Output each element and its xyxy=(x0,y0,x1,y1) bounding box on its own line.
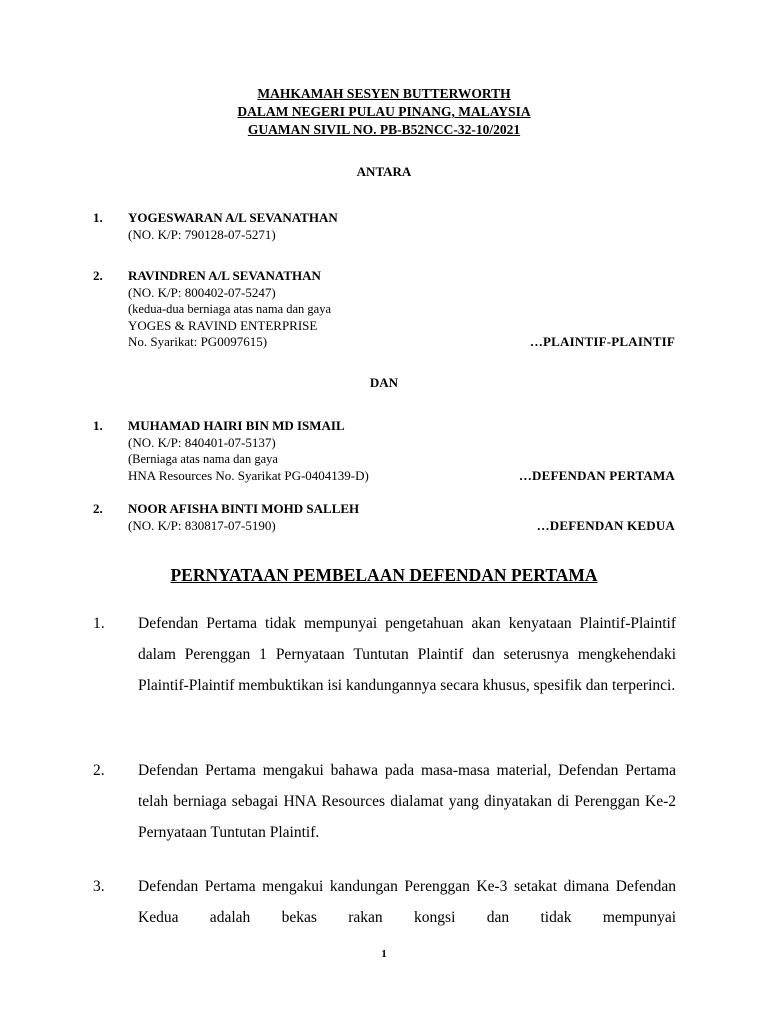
party-trade-note: (kedua-dua berniaga atas nama dan gaya xyxy=(128,302,332,316)
party-ic: (NO. K/P: 830817-07-5190) xyxy=(128,517,276,533)
court-state: DALAM NEGERI PULAU PINANG, MALAYSIA xyxy=(237,104,531,119)
defendant-2 xyxy=(93,501,683,534)
party-trade-note: (Berniaga atas nama dan gaya xyxy=(128,452,278,466)
party-name: NOOR AFISHA BINTI MOHD SALLEH xyxy=(128,501,360,516)
paragraph-number: 1. xyxy=(93,615,105,632)
party-business: HNA Resources No. Syarikat PG-0404139-D) xyxy=(128,467,369,483)
antara-label: ANTARA xyxy=(356,164,412,179)
party-ic: (NO. K/P: 790128-07-5271) xyxy=(128,226,276,242)
party-number: 2. xyxy=(93,501,103,516)
paragraph-text: Defendan Pertama mengakui bahawa pada masa-masa material, Defendan Pertama telah berniaga sebagai HNA Resources dialamat yang dinyatakan di Perenggan Ke-2 Pernyataan Tuntutan Plaintif. xyxy=(138,762,676,841)
party-role: …DEFENDAN KEDUA xyxy=(536,517,675,533)
paragraph-text: Defendan Pertama mengakui kandungan Perenggan Ke-3 setakat dimana Defendan Kedua adalah bekas rakan kongsi dan tidak mempunyai xyxy=(138,878,676,926)
party-ic-row xyxy=(128,518,683,535)
court-name: MAHKAMAH SESYEN BUTTERWORTH xyxy=(257,86,511,101)
paragraph-number: 3. xyxy=(93,878,105,895)
party-role: …PLAINTIF-PLAINTIF xyxy=(529,334,675,349)
party-company-no-row xyxy=(128,334,683,351)
party-business: YOGES & RAVIND ENTERPRISE xyxy=(128,317,318,333)
paragraph-1 xyxy=(93,608,676,701)
party-name: YOGESWARAN A/L SEVANATHAN xyxy=(128,210,338,225)
plaintiff-1 xyxy=(93,210,683,243)
paragraph-text: Defendan Pertama tidak mempunyai pengetahuan akan kenyataan Plaintif-Plaintif dalam Perenggan 1 Pernyataan Tuntutan Plaintif dan seterusnya mengkehendaki Plaintif-Plaintif membuktikan isi kandungannya secara khusus, spesifik dan terperinci. xyxy=(138,615,676,694)
paragraph-3 xyxy=(93,871,676,933)
paragraph-number: 2. xyxy=(93,762,105,779)
defendant-1 xyxy=(93,418,683,484)
party-company-no: No. Syarikat: PG0097615) xyxy=(128,334,268,349)
paragraph-2 xyxy=(93,755,676,848)
party-ic: (NO. K/P: 800402-07-5247) xyxy=(128,284,276,300)
page-number: 1 xyxy=(381,948,387,960)
case-number: GUAMAN SIVIL NO. PB-B52NCC-32-10/2021 xyxy=(247,122,521,137)
party-name: MUHAMAD HAIRI BIN MD ISMAIL xyxy=(128,418,345,433)
party-number: 1. xyxy=(93,210,103,225)
plaintiff-2 xyxy=(93,268,683,351)
party-name: RAVINDREN A/L SEVANATHAN xyxy=(128,268,321,283)
party-role: …DEFENDAN PERTAMA xyxy=(518,467,675,483)
dan-label: DAN xyxy=(369,375,399,390)
party-number: 2. xyxy=(93,268,103,283)
court-header xyxy=(0,85,768,139)
party-ic: (NO. K/P: 840401-07-5137) xyxy=(128,434,276,450)
party-business-row xyxy=(128,468,683,485)
document-title: PERNYATAAN PEMBELAAN DEFENDAN PERTAMA xyxy=(170,565,598,585)
party-number: 1. xyxy=(93,418,103,433)
